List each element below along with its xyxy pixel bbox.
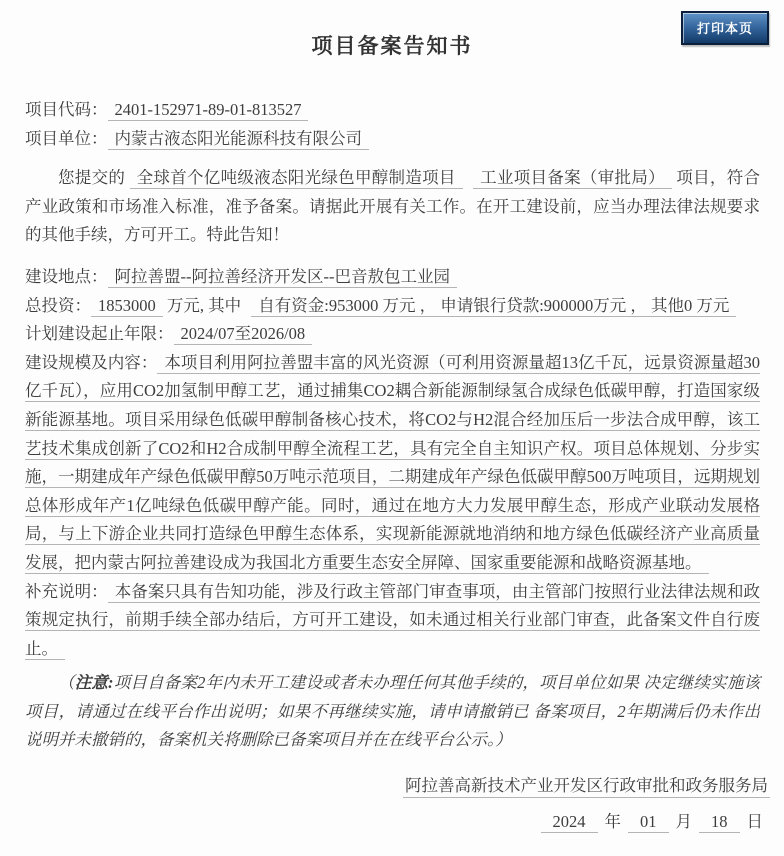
supplement-value: 本备案只具有告知功能，涉及行政主管部门审查事项，由主管部门按照行业法律法规和政策规定执行，前期手续全部办结后，方可开工建设，如未通过相关行业部门审查，此备案文件自行废止。 (25, 581, 761, 658)
date-year-value: 2024 (541, 812, 598, 833)
note-label: 注意: (74, 673, 114, 693)
note-paragraph (25, 669, 760, 755)
page-title: 项目备案告知书 (311, 34, 473, 58)
location-value: 阿拉善盟--阿拉善经济开发区--巴音敖包工业园 (108, 267, 457, 288)
scale-label: 建设规模及内容： (25, 352, 158, 372)
note-open-paren: （ (58, 673, 75, 693)
print-page-button[interactable]: 打印本页 (681, 11, 769, 45)
notice-suffix: 项目，符合产业政策和市场准入标准，准予备案。请据此开展有关工作。在开工建设前，应当办理法律法规要求的其他手续，方可开工。特此告知！ (25, 168, 761, 245)
document-body (0, 96, 784, 755)
date-year-unit: 年 (604, 812, 621, 832)
supplement-label: 补充说明： (25, 581, 108, 601)
project-unit-line (25, 125, 760, 154)
notice-paragraph (25, 164, 760, 250)
scale-paragraph (25, 349, 760, 578)
document-footer (0, 772, 784, 837)
agency-line (0, 772, 770, 801)
date-line (0, 808, 770, 837)
investment-total-value: 1853000 (91, 296, 163, 317)
supplement-paragraph (25, 578, 760, 664)
schedule-value: 2024/07至2026/08 (174, 324, 313, 345)
investment-label: 总投资： (25, 295, 91, 315)
project-unit-value: 内蒙古液态阳光能源科技有限公司 (108, 129, 370, 150)
schedule-line (25, 320, 760, 349)
scale-value: 本项目利用阿拉善盟丰富的风光资源（可利用资源量超13亿千瓦，远景资源量超30亿千瓦），应用CO2加氢制甲醇工艺，通过捕集CO2耦合新能源制绿氢合成绿色低碳甲醇，打造国家级新能源基地。项目采用绿色低碳甲醇制备核心技术，将CO2与H2混合经加压后一步法合成甲醇，该工艺技术集成创新了CO2和H2合成制甲醇全流程工艺，具有完全自主知识产权。项目总体规划、分步实施，一期建成年产绿色低碳甲醇50万吨示范项目，二期建成年产绿色低碳甲醇500万吨项目，远期规划总体形成年产1亿吨绿色低碳甲醇产能。同时，通过在地方大力发展甲醇生态，形成产业联动发展格局，与上下游企业共同打造绿色甲醇生态体系，实现新能源就地消纳和地方绿色低碳经济产业高质量发展，把内蒙古阿拉善建设成为我国北方重要生态安全屏障、国家重要能源和战略资源基地。 (25, 352, 761, 572)
location-label: 建设地点： (25, 266, 108, 286)
investment-detail-value: 自有资金:953000 万元 ， 申请银行贷款:900000万元 ， 其他0 万元 (251, 296, 736, 317)
schedule-label: 计划建设起止年限： (25, 324, 174, 344)
location-line (25, 263, 760, 292)
project-code-label: 项目代码： (25, 100, 108, 119)
notice-prefix: 您提交的 (58, 168, 126, 188)
date-day-unit: 日 (746, 812, 763, 832)
date-month-unit: 月 (675, 812, 692, 832)
note-text: 项目自备案2年内未开工建设或者未办理任何其他手续的，项目单位如果 决定继续实施该项目，请通过在线平台作出说明；如果不再继续实施，请申请撤销已 备案项目，2年期满后仍未作出说明并未撤销的，备案机关将删除已备案项目并在在线平台公示。） (25, 673, 761, 750)
date-month-value: 01 (628, 812, 669, 833)
agency-name: 阿拉善高新技术产业开发区行政审批和政务服务局 (403, 776, 770, 798)
investment-mid-text: 万元, 其中 (166, 295, 242, 315)
date-day-value: 18 (699, 812, 740, 833)
investment-line (25, 292, 760, 321)
project-unit-label: 项目单位： (25, 128, 108, 148)
filing-type-value: 工业项目备案（审批局） (473, 168, 672, 189)
project-code-line (25, 96, 760, 125)
project-code-value: 2401-152971-89-01-813527 (108, 100, 309, 121)
project-name-value: 全球首个亿吨级液态阳光绿色甲醇制造项目 (130, 168, 463, 189)
